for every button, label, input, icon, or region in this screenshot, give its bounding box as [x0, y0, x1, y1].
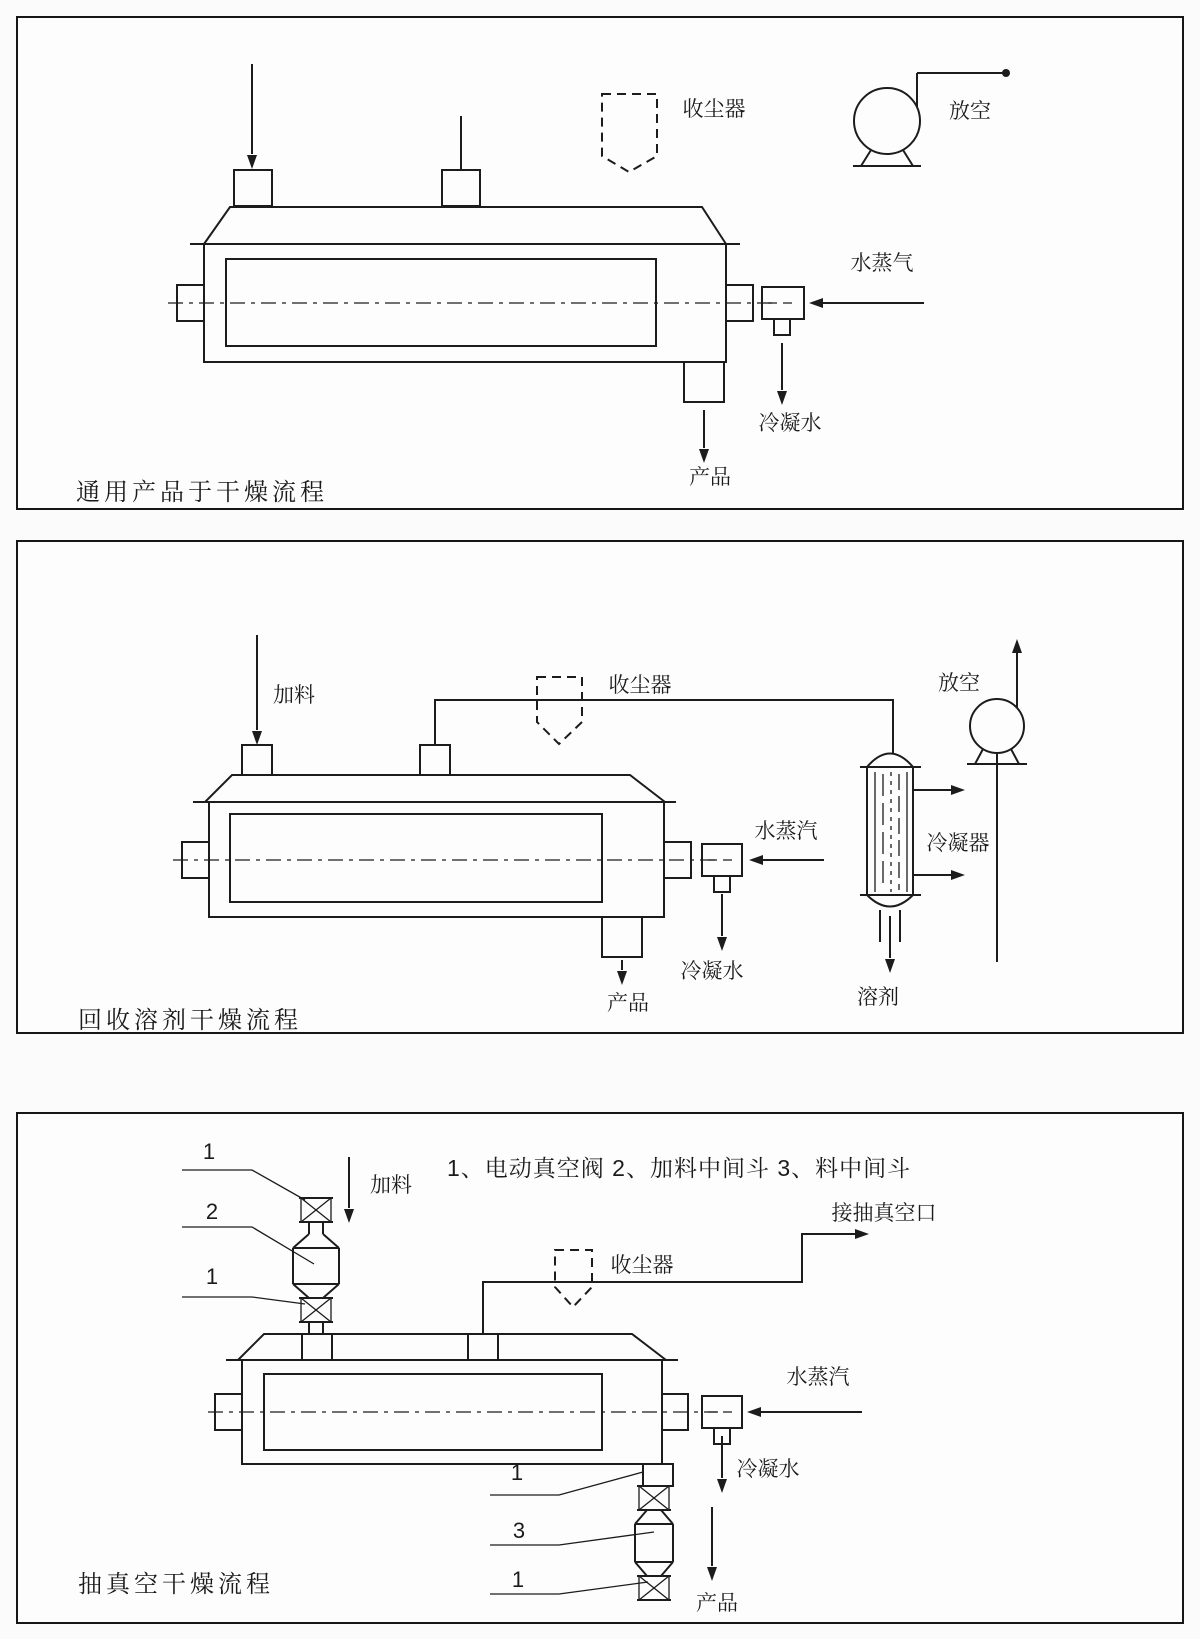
dust-collector [602, 94, 746, 172]
callout-top-hopper [182, 1199, 314, 1264]
panel-vacuum-drying [16, 1112, 1184, 1624]
discharge-nozzle [602, 917, 642, 957]
dust-collector-label: 收尘器 [610, 1254, 674, 1277]
panel-caption: 通用产品于干燥流程 [76, 479, 328, 506]
steam-rotary-joint [702, 844, 742, 892]
product-label: 产品 [696, 1592, 738, 1615]
panel-caption: 抽真空干燥流程 [78, 1571, 274, 1598]
vapour-pipe [435, 700, 893, 754]
panel-solvent-recovery-drying [16, 540, 1184, 1034]
svg-text:1: 1 [510, 1460, 524, 1485]
product-outlet [689, 410, 731, 489]
rotary-drum-dryer [168, 116, 776, 402]
vent-blower [853, 69, 1010, 166]
condensate-outlet [759, 343, 822, 435]
panel-caption: 回收溶剂干燥流程 [78, 1007, 302, 1032]
feed-label: 加料 [273, 684, 315, 707]
discharge-nozzle [643, 1464, 673, 1486]
dust-collector [537, 674, 672, 744]
legend-text: 1、电动真空阀 2、加料中间斗 3、料中间斗 [447, 1155, 912, 1181]
product-label: 产品 [689, 466, 731, 489]
vent-blower [938, 639, 1027, 962]
steam-inlet-arrow [749, 820, 824, 865]
product-outlet [607, 960, 649, 1015]
callout-bottom-hopper [490, 1518, 654, 1545]
dust-collector-label: 收尘器 [608, 674, 672, 697]
svg-text:2: 2 [205, 1199, 219, 1224]
condensate-label: 冷凝水 [758, 412, 822, 435]
dust-collector [555, 1250, 674, 1307]
svg-text:1: 1 [511, 1567, 525, 1592]
steam-label: 水蒸汽 [786, 1366, 850, 1389]
steam-label: 水蒸汽 [754, 820, 818, 843]
steam-inlet-arrow [747, 1366, 862, 1417]
feed-arrow [252, 635, 315, 745]
feed-arrow [344, 1157, 412, 1223]
condensate-label: 冷凝水 [736, 1458, 800, 1481]
product-label: 产品 [607, 992, 649, 1015]
rotary-drum-dryer [173, 745, 718, 957]
steam-rotary-joint [762, 287, 804, 335]
callout-top-valve [182, 1139, 305, 1200]
dust-collector-label: 收尘器 [682, 98, 746, 121]
condensate-label: 冷凝水 [680, 960, 744, 983]
callout-bottom-valve [490, 1460, 643, 1495]
condenser-label: 冷凝器 [926, 832, 990, 855]
feed-hopper [293, 1234, 339, 1298]
svg-text:1: 1 [202, 1139, 216, 1164]
vacuum-port-label: 接抽真空口 [831, 1202, 937, 1225]
steam-inlet-arrow [809, 252, 924, 308]
feed-label: 加料 [370, 1174, 412, 1197]
steam-label: 水蒸气 [850, 252, 914, 275]
condensate-outlet [681, 894, 744, 983]
vacuum-valve-top [299, 1198, 333, 1234]
product-outlet [696, 1507, 738, 1615]
vent-label: 放空 [949, 100, 991, 123]
vacuum-pipe [483, 1201, 937, 1334]
callout-top-valve-lower [182, 1264, 305, 1304]
vacuum-valve-bottom-lower [637, 1576, 671, 1600]
svg-text:3: 3 [512, 1518, 526, 1543]
feed-arrow [247, 64, 257, 169]
condenser [860, 754, 990, 974]
discharge-nozzle [684, 362, 724, 402]
material-hopper [635, 1510, 673, 1576]
callout-bottom-valve-lower [490, 1567, 648, 1594]
svg-text:1: 1 [205, 1264, 219, 1289]
vent-label: 放空 [938, 672, 980, 695]
vacuum-valve-bottom [637, 1486, 671, 1510]
rotary-drum-dryer [208, 1334, 718, 1464]
panel-general-drying [16, 16, 1184, 510]
solvent-label: 溶剂 [857, 986, 899, 1009]
